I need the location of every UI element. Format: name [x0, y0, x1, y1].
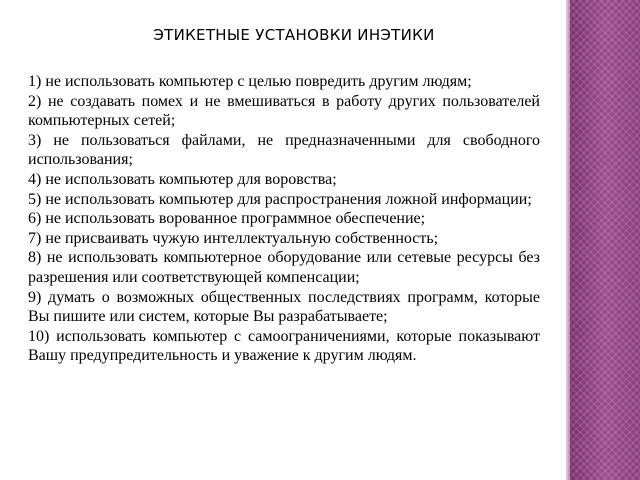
rule-item-5: 5) не использовать компьютер для распространения ложной информации; [28, 190, 532, 208]
rule-item-2: 2) не создавать помех и не вмешиваться в работу других пользователей компьютерных сетей; [28, 92, 540, 130]
rule-item-7: 7) не присваивать чужую интеллектуальную собственность; [28, 229, 439, 247]
rule-item-10: 10) использовать компьютер с самоограничениями, которые показывают Вашу предупредительность и уважение к другим людям. [28, 327, 540, 365]
slide-title: ЭТИКЕТНЫЕ УСТАНОВКИ ИНЭТИКИ [153, 26, 435, 44]
rule-item-4: 4) не использовать компьютер для воровства; [28, 170, 337, 188]
rule-item-8: 8) не использовать компьютерное оборудование или сетевые ресурсы без разрешения или соответствующей компенсации; [28, 249, 540, 286]
rule-item-6: 6) не использовать ворованное программное обеспечение; [28, 210, 426, 228]
decorative-side-band [570, 0, 640, 480]
rule-item-9: 9) думать о возможных общественных последствиях программ, которые Вы пишите или систем, которые Вы разрабатываете; [28, 288, 540, 326]
rule-item-1: 1) не использовать компьютер с целью повредить другим людям; [28, 73, 472, 90]
rules-list [28, 72, 540, 366]
rule-item-3: 3) не пользоваться файлами, не предназначенными для свободного использования; [28, 131, 540, 169]
